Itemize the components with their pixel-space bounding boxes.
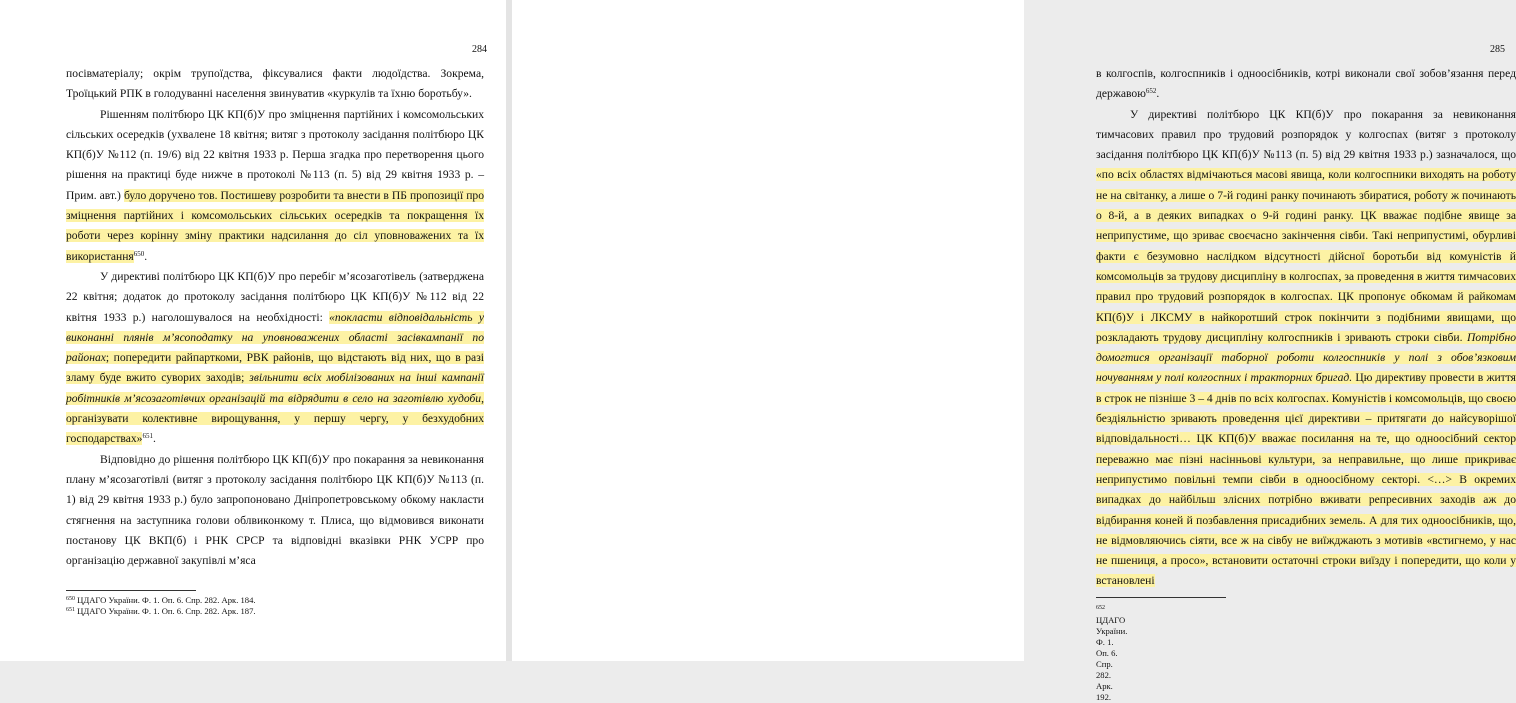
highlight xyxy=(66,189,484,263)
footnote-text: ЦДАГО України. Ф. 1. Оп. 6. Спр. 282. Арк. 192. xyxy=(1096,615,1128,702)
paragraph xyxy=(66,105,484,267)
highlight xyxy=(1096,371,1516,587)
left-page-body xyxy=(66,64,484,571)
left-footnotes xyxy=(66,595,256,617)
text-run: Цю директиву провести в життя в строк не пізніше 3 – 4 днів по всіх колгоспах. Комуністів і комсомольців, що своєю бездіяльністю зривають проведення цієї директиви – притягати до найсуворішої відповідальності… ЦК КП(б)У вважає посилання на те, що одноосібний сектор переважно має пізні насінньові культури, за неправильне, що лише прикриває неприпустимо повільні темпи сівби в одноосібному секторі. <…> В окремих випадках до найбільш злісних потрібно вживати репресивних заходів аж до відбирання коней й позбавлення присадибних земель. А для тих одноосібників, що, не відмовляючись сіяти, все ж на сівбу не виїжджають з мотивів «встигнемо, у нас не пшениця, а просо», встановити остаточні строки виїзду і попередити, що коли у встановлені xyxy=(1096,371,1516,588)
text-run: . xyxy=(152,432,156,446)
right-page-number: 285 xyxy=(1490,44,1505,55)
text-run: У директиві політбюро ЦК КП(б)У про перебіг м’ясозаготівель (затверджена 22 квітня; додаток до протоколу засідання політбюро ЦК КП(б)У №112 від 22 квітня 1933 р.) наголошувалося на необхідності: xyxy=(66,269,484,324)
paragraph xyxy=(66,64,484,105)
footnote-number: 650 xyxy=(66,596,75,602)
text-run: звільнити всіх мобілізованих на інші кампанії робітників м’ясозаготівчих організацій та відрядити в село на заготівлю худоби xyxy=(66,371,484,405)
text-run: . xyxy=(1156,87,1160,101)
paragraph xyxy=(1096,105,1516,592)
footnote xyxy=(66,595,256,606)
text-run: У директиві політбюро ЦК КП(б)У про покарання за невиконання тимчасових правил про трудовий розпорядок у колгоспах (витяг з протоколу засідання політбюро ЦК КП(б)У №113 (п. 5) від 29 квітня 1933 р.) зазначалося, що xyxy=(1096,107,1516,162)
right-footnote-rule xyxy=(1096,597,1226,598)
text-run: Рішенням політбюро ЦК КП(б)У про зміцнення партійних і комсомольських сільських осередків (ухвалене 18 квітня; витяг з протоколу засідання політбюро ЦК КП(б)У №112 (п. 19/6) від 22 квітня 1933 р. Перша згадка про перетворення цього рішення на практиці буде нижче в протоколі №113 (п. 5) від 29 квітня 1933 р. – Прим. авт.) xyxy=(66,107,484,202)
paragraph xyxy=(66,267,484,450)
footnote-ref: 651 xyxy=(142,432,153,441)
text-run: посівматеріалу; окрім трупоїдства, фіксувалися факти людоїдства. Зокрема, Троїцький РПК в голодуванні населення звинуватив «куркулів та їхню боротьбу». xyxy=(66,67,484,101)
text-run: в колгоспів, колгоспників і одноосібників, котрі виконали свої зобов’язання перед державою xyxy=(1096,67,1516,101)
left-footnote-rule xyxy=(66,590,196,591)
right-page-body xyxy=(1096,64,1516,592)
footnote-ref: 652 xyxy=(1145,87,1157,96)
text-run: «по всіх областях відмічаються масові явища, коли колгоспники виходять на роботу не на світанку, а лише о 7-й годині ранку починають збиратися, роботу ж починають о 8-й, а в деяких випадках о 9-й годині ранку. ЦК вважає подібне явище за неприпустиме, що зриває своєчасно закінчення сівби. Такі неприпустимі, обурливі факти є безумовно наслідком відсутності дійсної боротьби від комуністів й комсомольців за трудову дисципліну в колгоспах, за проведення в життя тимчасових правил про трудовий розпорядок в колгоспах. ЦК пропонує обкомам й райкомам КП(б)У і ЛКСМУ в найкоротший строк покінчити з подібними явищами, що розкладають трудову дисципліну колгоспників і зривають строки сівби. xyxy=(1096,168,1516,344)
left-page xyxy=(0,0,506,661)
footnote xyxy=(66,606,256,617)
right-footnotes xyxy=(1096,604,1127,703)
text-run: ; попередити райпарткоми, РВК районів, що відстають від них, що в разі зламу буде вжито суворих заходів; xyxy=(66,351,484,385)
text-run: «покласти відповідальність у виконанні плянів м’ясоподатку на уповноважених області засівкампанії по районах xyxy=(66,310,484,365)
paragraph xyxy=(66,450,484,572)
left-page-number: 284 xyxy=(472,44,487,55)
footnote-ref: 650 xyxy=(133,249,145,258)
footnote-number: 652 xyxy=(1096,605,1105,611)
footnote-text: ЦДАГО України. Ф. 1. Оп. 6. Спр. 282. Арк. 187. xyxy=(75,606,256,616)
footnote-text: ЦДАГО України. Ф. 1. Оп. 6. Спр. 282. Арк. 184. xyxy=(75,595,256,605)
paragraph xyxy=(1096,64,1516,105)
right-page xyxy=(512,0,1516,702)
footnote xyxy=(1096,604,1127,703)
text-run: було доручено тов. Постишеву розробити та внести в ПБ пропозиції про зміцнення партійних і комсомольських сільських осередків та покращення їх роботи через корінну зміну практики надсилання до сіл уповноважених та їх використання xyxy=(66,188,484,263)
text-run: Потрібно домогтися організації таборної роботи колгоспників у полі з обов’язковим ночуванням у полі колгоспних і тракторних бригад. xyxy=(1096,330,1516,385)
footnote-number: 651 xyxy=(66,607,75,613)
text-run: Відповідно до рішення політбюро ЦК КП(б)У про покарання за невиконання плану м’ясозаготівлі (витяг з протоколу засідання політбюро ЦК КП(б)У №113 (п. 1) від 29 квітня 1933 р.) було запропоновано Дніпропетровському обкому накласти стягнення на заступника голови облвиконкому т. Плиса, що відмовився виконати постанову ЦК ВКП(б) і РНК СРСР та відповідні вказівки РНК УСРР про організацію державної закупівлі м’яса xyxy=(66,452,484,568)
text-run: . xyxy=(144,249,148,263)
highlight xyxy=(1096,168,1516,343)
text-run: , організувати колективне вирощування, у першу чергу, у безхудобних господарствах» xyxy=(66,391,484,446)
